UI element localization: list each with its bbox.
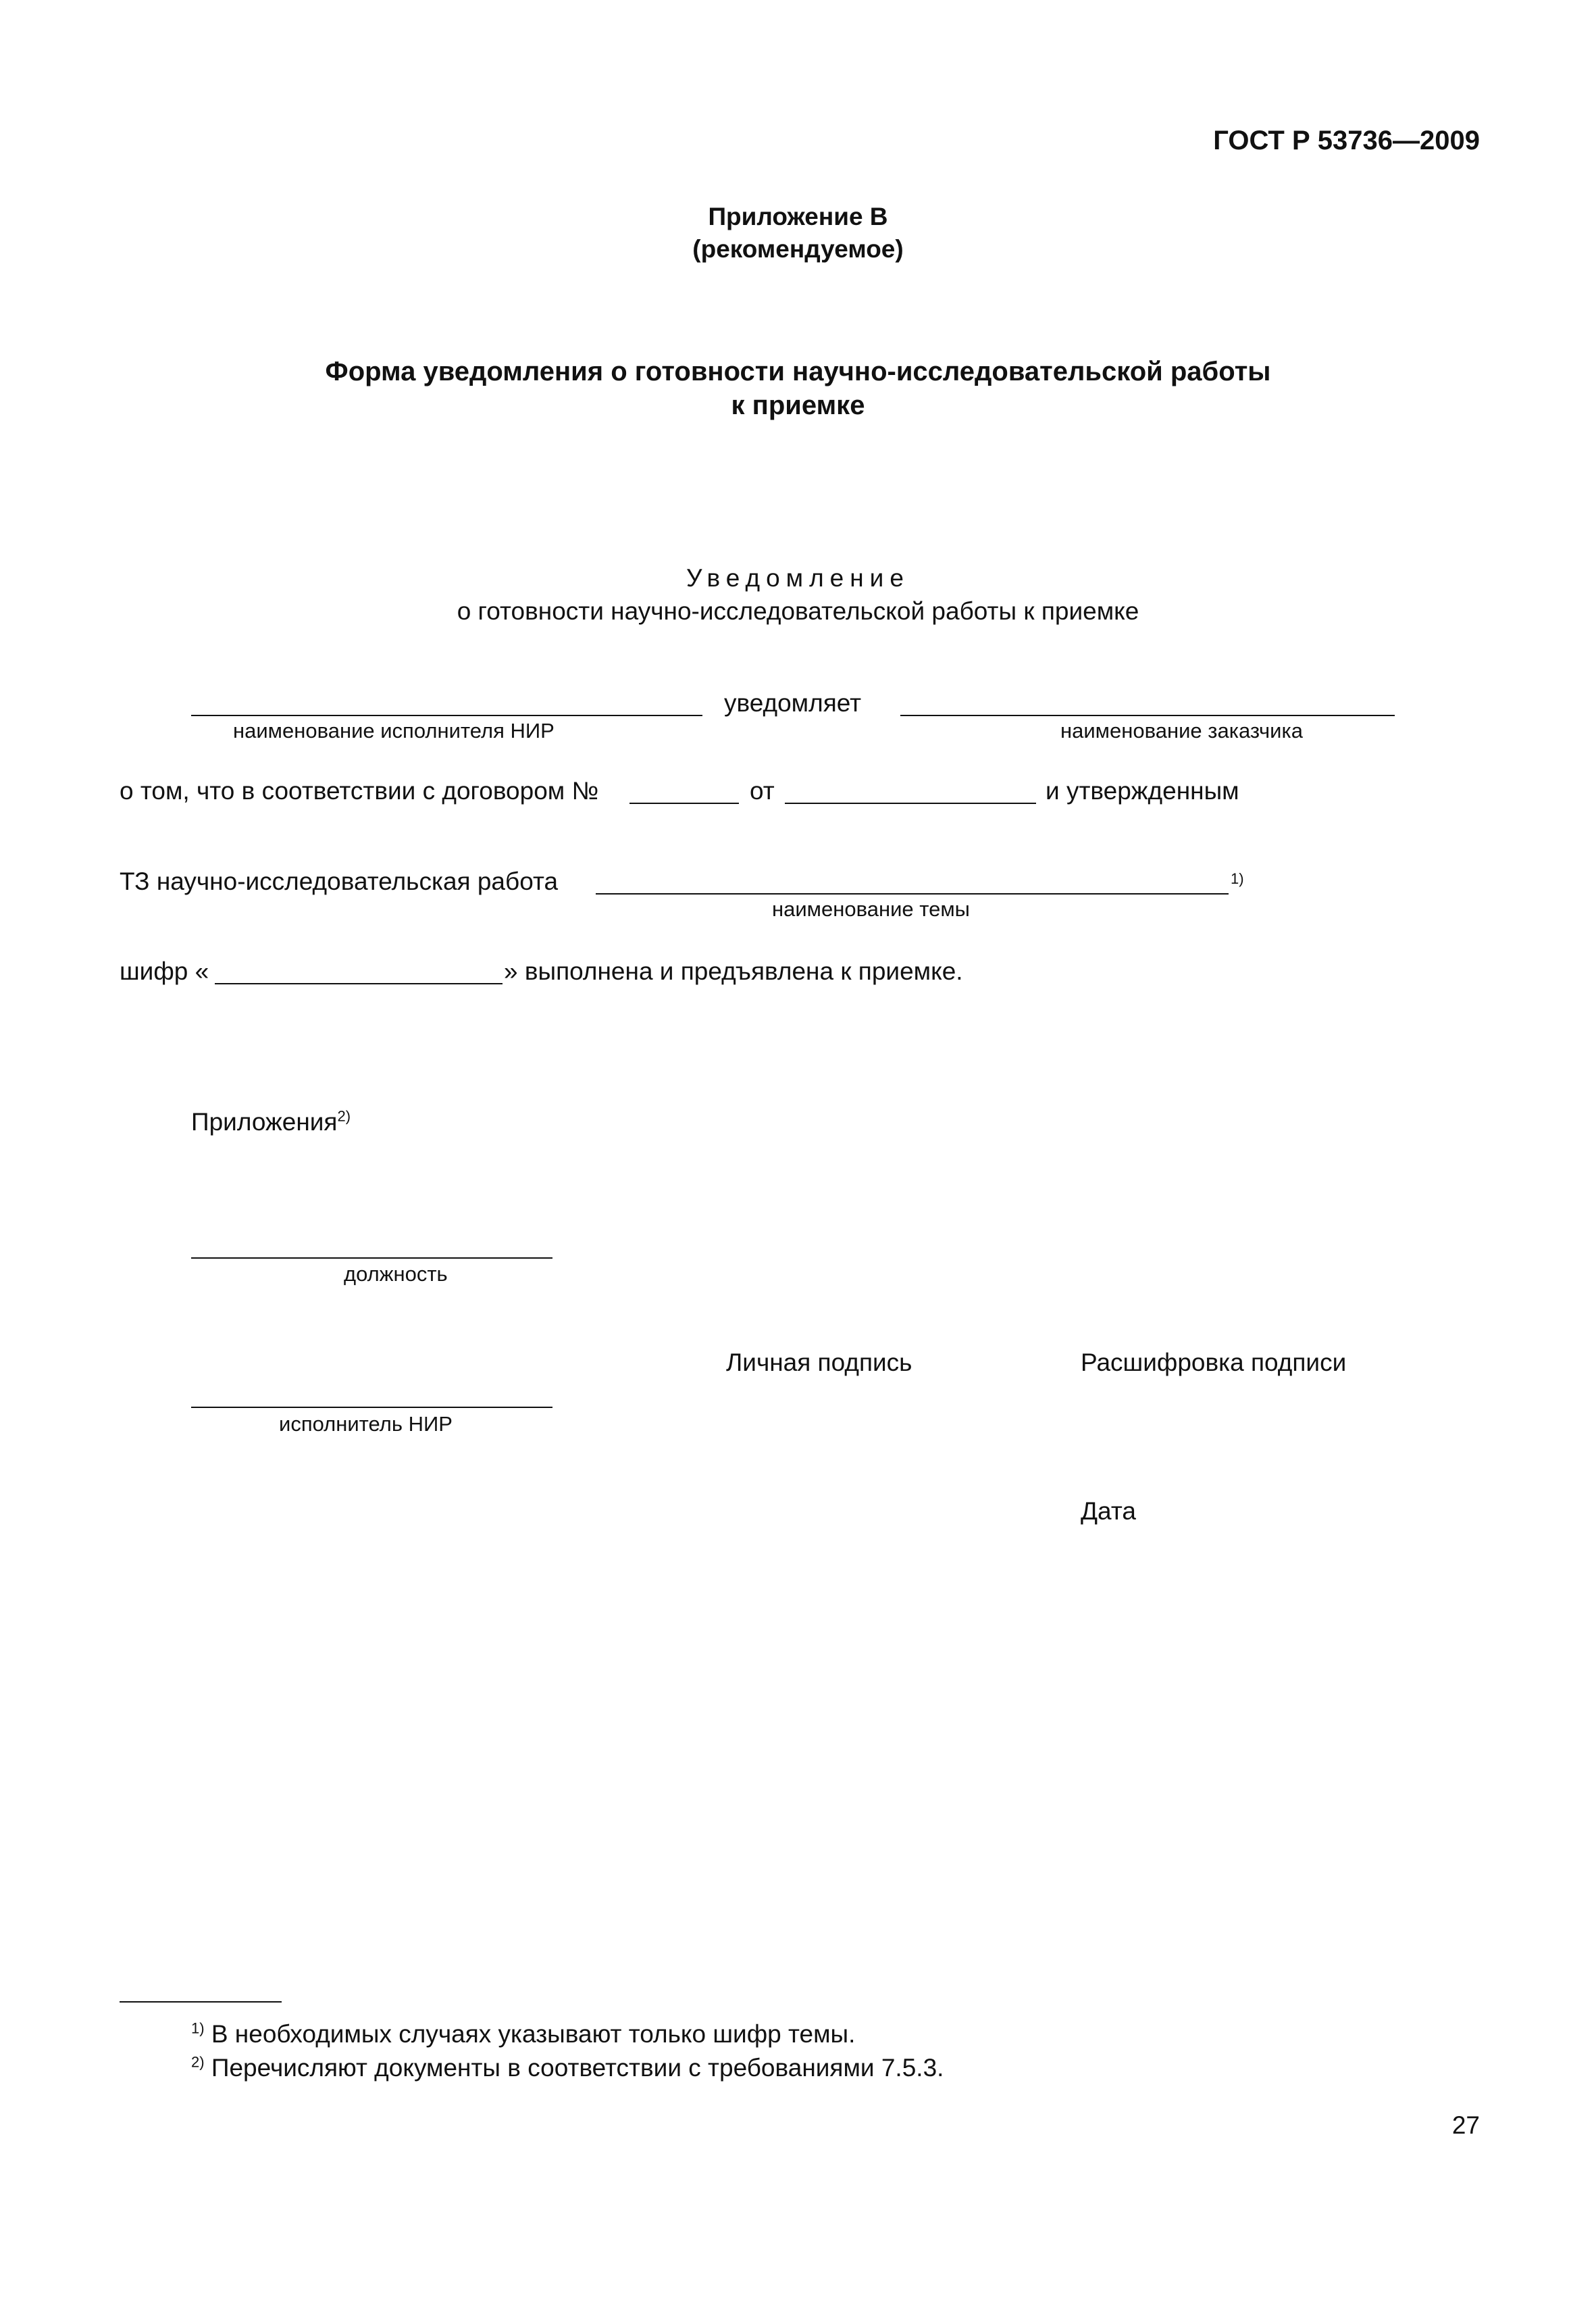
footnote-1	[191, 2020, 855, 2048]
date-label: Дата	[1081, 1497, 1136, 1525]
research-work-text: ТЗ научно-исследовательская работа	[120, 867, 559, 895]
position-caption: должность	[344, 1262, 448, 1286]
form-title-line1: Форма уведомления о готовности научно-исследовательской работы	[325, 357, 1271, 386]
footnote-ref-2: 2)	[337, 1107, 351, 1125]
page-number: 27	[1451, 2111, 1480, 2139]
attachments-label	[191, 1108, 351, 1136]
cipher-suffix: » выполнена и предъявлена к приемке.	[504, 957, 963, 985]
cipher-line	[215, 983, 503, 984]
footnote-separator	[120, 2001, 282, 2003]
executor-name-caption: наименование исполнителя НИР	[233, 719, 555, 743]
notice-subtitle: о готовности научно-исследовательской работы к приемке	[457, 597, 1139, 625]
cipher-prefix: шифр «	[120, 957, 209, 985]
approved-text: и утвержденным	[1046, 777, 1239, 805]
attachments-label-text: Приложения	[191, 1108, 338, 1136]
topic-name-line	[596, 893, 1229, 895]
position-line	[191, 1257, 552, 1259]
document-code: ГОСТ Р 53736—2009	[1213, 126, 1480, 155]
contract-number-line	[629, 803, 739, 804]
customer-name-line	[900, 715, 1395, 716]
notice-title: Уведомление	[686, 564, 910, 592]
footnote-ref-1: 1)	[1231, 870, 1244, 887]
contract-from-text: от	[750, 777, 775, 805]
notifies-text: уведомляет	[724, 689, 862, 717]
footnote-1-text: В необходимых случаях указывают только шифр темы.	[211, 2020, 856, 2048]
footnote-2	[191, 2054, 944, 2082]
executor-caption: исполнитель НИР	[279, 1412, 453, 1436]
form-title-line2: к приемке	[731, 391, 865, 420]
footnote-2-text: Перечисляют документы в соответствии с требованиями 7.5.3.	[211, 2054, 944, 2082]
executor-name-line	[191, 715, 702, 716]
footnote-2-ref: 2)	[191, 2053, 205, 2071]
topic-name-caption: наименование темы	[772, 897, 970, 921]
personal-signature-label: Личная подпись	[726, 1349, 912, 1376]
customer-name-caption: наименование заказчика	[1060, 719, 1303, 743]
appendix-title: Приложение В	[708, 203, 888, 230]
contract-date-line	[785, 803, 1036, 804]
footnote-1-ref: 1)	[191, 2019, 205, 2037]
signature-decoding-label: Расшифровка подписи	[1081, 1349, 1347, 1376]
executor-line	[191, 1407, 552, 1408]
appendix-subtitle: (рекомендуемое)	[692, 235, 904, 263]
contract-text: о том, что в соответствии с договором №	[120, 777, 599, 805]
